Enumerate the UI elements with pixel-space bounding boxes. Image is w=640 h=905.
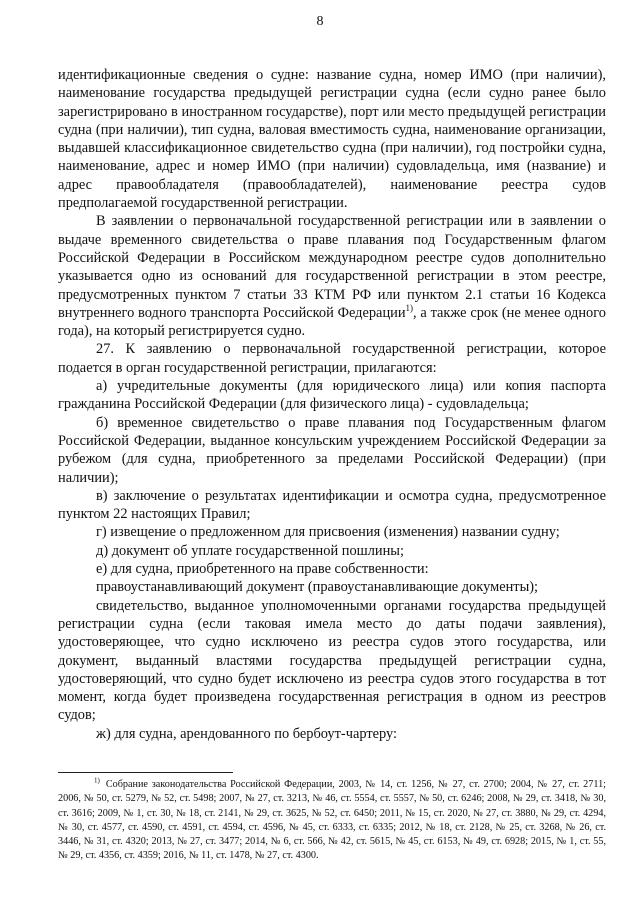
list-item-b: б) временное свидетельство о праве плавания под Государственным флагом Российской Федерации, выданное консульским учреждением Российской Федерации за рубежом (для судна, приобретенного за пределами Российской Федерации) (при наличии); [58, 414, 606, 486]
footnote [58, 778, 606, 864]
page-number: 8 [316, 14, 324, 29]
list-item-d: д) документ об уплате государственной пошлины; [96, 542, 404, 559]
footnote-divider [58, 772, 233, 773]
footnote-text: Собрание законодательства Российской Федерации, 2003, № 14, ст. 1256, № 27, ст. 2700; 2004, № 27, ст. 2711; 2006, № 50, ст. 5279, № 52, ст. 5498; 2007, № 27, ст. 3213, № 46, ст. 5554, ст. 5557, № 50, ст. 6246; 2008, № 29, ст. 3418, № 30, ст. 3616; 2009, № 1, ст. 30, № 18, ст. 2141, № 29, ст. 3625, № 52, ст. 6450; 2011, № 15, ст. 2020, № 27, ст. 3880, № 29, ст. 4294, № 30, ст. 4577, ст. 4590, ст. 4591, ст. 4594, ст. 4596, № 45, ст. 6333, ст. 6335; 2012, № 18, ст. 2128, № 25, ст. 3268, № 26, ст. 3446, № 31, ст. 4320; 2013, № 27, ст. 3477; 2014, № 6, ст. 566, № 42, ст. 5615, № 45, ст. 6153, № 49, ст. 6928; 2015, № 1, ст. 55, № 29, ст. 4356, ст. 4359; 2016, № 11, ст. 1478, № 27, ст. 4300. [58, 779, 606, 862]
footnote-reference: 1) [405, 303, 414, 314]
paragraph-item-27: 27. К заявлению о первоначальной государственной регистрации, которое подается в орган государственной регистрации, прилагаются: [58, 341, 606, 376]
list-item-a: а) учредительные документы (для юридического лица) или копия паспорта гражданина Российской Федерации (для физического лица) - судовладельца; [58, 378, 606, 413]
document-body [58, 66, 606, 743]
list-item-e: е) для судна, приобретенного на праве собственности: [96, 561, 429, 578]
sub-item-title-document: правоустанавливающий документ (правоустанавливающие документы); [96, 579, 539, 596]
paragraph-text: В заявлении о первоначальной государственной регистрации или в заявлении о выдаче временного свидетельства о праве плавания под Государственным флагом Российской Федерации в Российском международном реестре судов дополнительно указывается одно из оснований для государственной регистрации в этом реестре, предусмотренных пунктом 7 статьи 33 КТМ РФ или пунктом 2.1 статьи 16 Кодекса внутреннего водного транспорта Российской Федерации [58, 213, 606, 321]
paragraph-text-end: , а также срок (не менее одного года), на который регистрируется судно. [58, 304, 606, 340]
footnote-marker-wrap [58, 778, 100, 792]
sub-item-deregistration-certificate: свидетельство, выданное уполномоченными органами государства предыдущей регистрации судна (если таковая имела место до даты подачи заявления), удостоверяющее, что судно исключено из реестра судов этого государства, или документ, выданный властями государства предыдущей регистрации судна, удостоверяющий, что судно будет исключено из реестра судов этого государства в тот момент, когда будет произведена государственная регистрация в одном из реестров судов; [58, 597, 606, 724]
list-item-v: в) заключение о результатах идентификации и осмотра судна, предусмотренное пунктом 22 настоящих Правил; [58, 487, 606, 523]
footnote-marker: 1) [94, 776, 100, 785]
list-item-zh: ж) для судна, арендованного по бербоут-чартеру: [96, 725, 398, 742]
list-item-g: г) извещение о предложенном для присвоения (изменения) названии судну; [96, 524, 560, 541]
paragraph-international-register [58, 212, 606, 340]
paragraph-vessel-identification: идентификационные сведения о судне: название судна, номер ИМО (при наличии), наименование государства предыдущей регистрации судна (если судно ранее было зарегистрировано в иностранном государстве), порт или место предыдущей регистрации судна (при наличии), тип судна, валовая вместимость судна, наименование организации, выдавшей классификационное свидетельство судна (при наличии), год постройки судна, наименование, адрес и номер ИМО (при наличии) судовладельца, имя (название) и адрес правообладателя (правообладателей), наименование реестра судов предполагаемой государственной регистрации. [58, 67, 606, 212]
